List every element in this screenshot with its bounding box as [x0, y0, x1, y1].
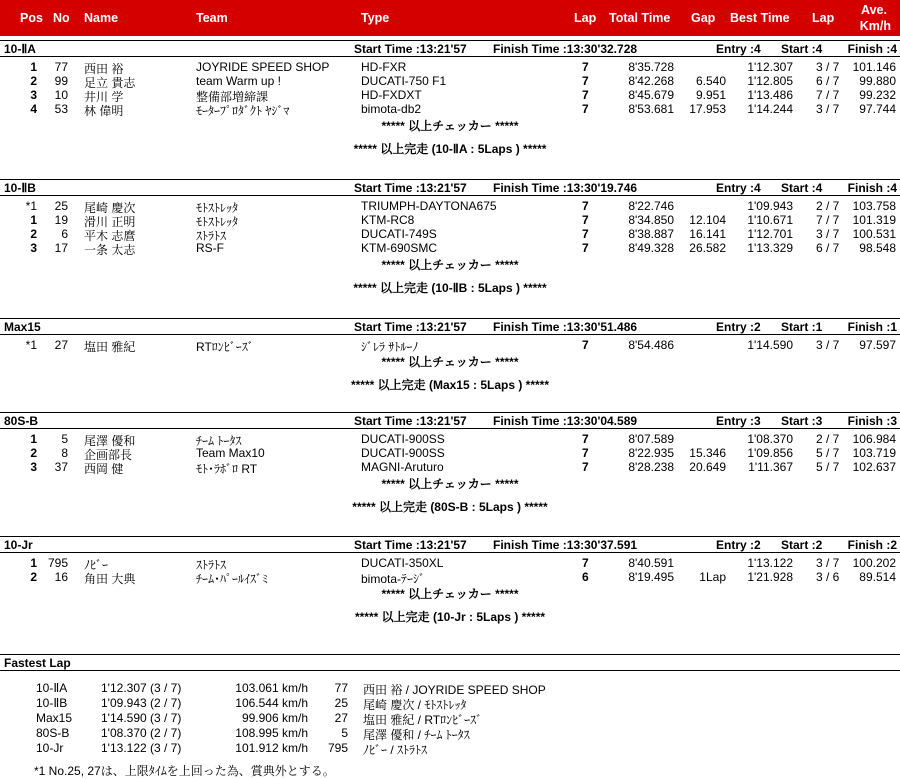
row-name: 塩田 雅紀	[84, 340, 136, 354]
header-no: No	[53, 11, 70, 25]
row-total-time: 8'19.495	[628, 570, 674, 584]
row-team: ﾁｰﾑ ﾄｰﾀｽ	[196, 434, 242, 448]
header-team: Team	[196, 11, 228, 25]
row-team: RTﾛﾝﾋﾞｰｽﾞ	[196, 340, 254, 354]
fastest-time: 1'12.307 (3 / 7)	[101, 681, 182, 695]
finish-time: Finish Time :13:30'32.728	[493, 42, 638, 56]
row-name: 尾澤 優和	[84, 434, 136, 448]
checker-message: ***** 以上チェッカー *****	[381, 587, 519, 601]
row-pos: 2	[30, 74, 37, 88]
class-header	[0, 179, 900, 196]
row-total-time: 8'34.850	[628, 213, 674, 227]
row-best-time: 1'12.701	[747, 227, 793, 241]
row-pos: 4	[30, 102, 37, 116]
row-best-lap: 7 / 7	[816, 88, 840, 102]
table-row	[0, 102, 900, 118]
fastest-class: 10-Jr	[36, 741, 64, 755]
class-header	[0, 40, 900, 57]
entry-count: Entry :2	[716, 320, 761, 334]
row-gap: 20.649	[689, 460, 726, 474]
row-best-lap: 5 / 7	[816, 460, 840, 474]
completion-message: ***** 以上完走 (10-ⅡA : 5Laps ) *****	[353, 142, 547, 156]
row-name: 足立 貴志	[84, 76, 136, 90]
row-gap: 17.953	[689, 102, 726, 116]
fastest-time: 1'14.590 (3 / 7)	[101, 711, 182, 725]
row-total-time: 8'22.935	[628, 446, 674, 460]
row-ave-speed: 100.531	[852, 227, 896, 241]
row-ave-speed: 106.984	[852, 432, 896, 446]
row-gap: 16.141	[689, 227, 726, 241]
fastest-lap-title-bar	[0, 654, 900, 671]
row-lap: 7	[582, 227, 589, 241]
table-row	[0, 213, 900, 229]
header-ave: Ave.	[861, 3, 887, 17]
row-gap: 1Lap	[699, 570, 726, 584]
row-lap: 7	[582, 241, 589, 255]
row-type: KTM-RC8	[361, 213, 415, 227]
completion-message: ***** 以上完走 (Max15 : 5Laps ) *****	[350, 378, 550, 392]
fastest-rider: 西田 裕 / JOYRIDE SPEED SHOP	[363, 683, 546, 697]
row-ave-speed: 98.548	[859, 241, 896, 255]
row-total-time: 8'49.328	[628, 241, 674, 255]
checker-message: ***** 以上チェッカー *****	[381, 477, 519, 491]
row-no: 16	[54, 570, 68, 584]
finish-count: Finish :2	[847, 538, 897, 552]
row-type: bimota-db2	[361, 102, 422, 116]
row-name: 平木 志麿	[84, 229, 136, 243]
start-time: Start Time :13:21'57	[354, 538, 467, 552]
fastest-lap-row	[0, 696, 900, 712]
row-type: DUCATI-750 F1	[361, 74, 447, 88]
row-no: 17	[54, 241, 68, 255]
fastest-speed: 106.544 km/h	[235, 696, 308, 710]
row-best-time: 1'08.370	[747, 432, 793, 446]
finish-count: Finish :4	[847, 42, 897, 56]
row-pos: 1	[30, 556, 37, 570]
completion-message: ***** 以上完走 (10-ⅡB : 5Laps ) *****	[353, 281, 547, 295]
row-type: bimota-ﾃｰｼﾞ	[361, 572, 426, 586]
row-best-time: 1'09.856	[747, 446, 793, 460]
header-lap: Lap	[574, 11, 597, 25]
header-best-time: Best Time	[730, 11, 790, 25]
row-best-time: 1'21.928	[747, 570, 793, 584]
fastest-lap-row	[0, 681, 900, 697]
row-lap: 7	[582, 60, 589, 74]
class-header	[0, 412, 900, 429]
row-name: 滑川 正明	[84, 215, 136, 229]
header-pos: Pos	[20, 11, 43, 25]
start-time: Start Time :13:21'57	[354, 181, 467, 195]
row-best-time: 1'13.486	[747, 88, 793, 102]
fastest-speed: 99.906 km/h	[241, 711, 308, 725]
finish-count: Finish :4	[847, 181, 897, 195]
start-count: Start :1	[781, 320, 823, 334]
row-lap: 7	[582, 446, 589, 460]
row-type: HD-FXDXT	[361, 88, 422, 102]
row-team: ｽﾄﾗﾄｽ	[196, 229, 227, 243]
row-best-time: 1'12.307	[747, 60, 793, 74]
row-ave-speed: 103.719	[852, 446, 896, 460]
row-team: Team Max10	[196, 446, 265, 460]
row-pos: *1	[25, 338, 37, 352]
row-lap: 7	[582, 338, 589, 352]
table-row	[0, 556, 900, 572]
row-pos: 2	[30, 227, 37, 241]
row-ave-speed: 97.597	[859, 338, 896, 352]
start-count: Start :3	[781, 414, 823, 428]
completion-message: ***** 以上完走 (10-Jr : 5Laps ) *****	[354, 610, 546, 624]
fastest-speed: 103.061 km/h	[235, 681, 308, 695]
row-type: ｼﾞﾚﾗ ｻﾄﾙｰﾉ	[361, 340, 419, 354]
row-total-time: 8'45.679	[628, 88, 674, 102]
row-best-lap: 3 / 7	[816, 60, 840, 74]
entry-count: Entry :4	[716, 181, 761, 195]
row-best-lap: 3 / 6	[816, 570, 840, 584]
row-total-time: 8'40.591	[628, 556, 674, 570]
row-team: ﾓﾄ･ﾗﾎﾞﾛ RT	[196, 462, 258, 476]
row-ave-speed: 100.202	[852, 556, 896, 570]
row-best-lap: 6 / 7	[816, 74, 840, 88]
row-lap: 7	[582, 556, 589, 570]
row-type: DUCATI-900SS	[361, 446, 445, 460]
row-ave-speed: 101.319	[852, 213, 896, 227]
fastest-no: 795	[327, 741, 348, 755]
row-pos: 1	[30, 213, 37, 227]
row-ave-speed: 103.758	[852, 199, 896, 213]
class-name: Max15	[4, 320, 41, 334]
header-kmh: Km/h	[859, 19, 891, 33]
entry-count: Entry :4	[716, 42, 761, 56]
row-type: KTM-690SMC	[361, 241, 438, 255]
table-row	[0, 570, 900, 586]
row-no: 19	[54, 213, 68, 227]
row-name: ﾉﾋﾞｰ	[84, 558, 109, 572]
class-header	[0, 318, 900, 335]
row-no: 6	[61, 227, 68, 241]
row-team: JOYRIDE SPEED SHOP	[196, 60, 330, 74]
row-no: 37	[54, 460, 68, 474]
row-best-time: 1'13.329	[747, 241, 793, 255]
results-header	[0, 0, 900, 36]
row-team: 整備部増締課	[196, 90, 269, 104]
row-type: HD-FXR	[361, 60, 407, 74]
row-total-time: 8'22.746	[628, 199, 674, 213]
class-name: 10-ⅡA	[4, 42, 36, 56]
row-team: ﾓﾄｽﾄﾚｯﾀ	[196, 201, 239, 215]
row-name: 尾崎 慶次	[84, 201, 136, 215]
table-row	[0, 88, 900, 104]
row-gap: 26.582	[689, 241, 726, 255]
row-total-time: 8'54.486	[628, 338, 674, 352]
row-lap: 7	[582, 199, 589, 213]
fastest-time: 1'09.943 (2 / 7)	[101, 696, 182, 710]
table-row	[0, 460, 900, 476]
row-ave-speed: 97.744	[859, 102, 896, 116]
row-best-lap: 3 / 7	[816, 227, 840, 241]
row-no: 795	[47, 556, 68, 570]
row-best-time: 1'14.244	[747, 102, 793, 116]
table-row	[0, 432, 900, 448]
row-best-lap: 7 / 7	[816, 213, 840, 227]
row-best-lap: 5 / 7	[816, 446, 840, 460]
class-name: 10-ⅡB	[4, 181, 36, 195]
row-gap: 15.346	[689, 446, 726, 460]
row-total-time: 8'42.268	[628, 74, 674, 88]
row-gap: 9.951	[695, 88, 726, 102]
table-row	[0, 446, 900, 462]
checker-message: ***** 以上チェッカー *****	[381, 119, 519, 133]
row-pos: 2	[30, 570, 37, 584]
start-count: Start :4	[781, 42, 823, 56]
row-no: 5	[61, 432, 68, 446]
start-time: Start Time :13:21'57	[354, 42, 467, 56]
row-no: 27	[54, 338, 68, 352]
row-name: 一条 太志	[84, 243, 136, 257]
row-best-time: 1'10.671	[747, 213, 793, 227]
row-name: 井川 学	[84, 90, 124, 104]
row-best-lap: 2 / 7	[816, 199, 840, 213]
row-name: 林 偉明	[84, 104, 124, 118]
row-lap: 6	[582, 570, 589, 584]
fastest-speed: 101.912 km/h	[235, 741, 308, 755]
start-count: Start :2	[781, 538, 823, 552]
row-no: 53	[54, 102, 68, 116]
header-best-lap: Lap	[812, 11, 835, 25]
footnote: *1 No.25, 27は、上限ﾀｲﾑを上回った為、賞典外とする。	[34, 764, 335, 778]
fastest-no: 25	[334, 696, 348, 710]
fastest-no: 5	[341, 726, 348, 740]
row-no: 25	[54, 199, 68, 213]
row-team: ﾓｰﾀｰﾌﾟﾛﾀﾞｸﾄ ﾔｼﾞﾏ	[196, 104, 290, 118]
row-best-lap: 3 / 7	[816, 338, 840, 352]
fastest-speed: 108.995 km/h	[235, 726, 308, 740]
row-type: DUCATI-350XL	[361, 556, 444, 570]
row-team: ﾁｰﾑ･ﾊﾟｰﾙｲｽﾞﾐ	[196, 572, 269, 586]
fastest-class: 80S-B	[36, 726, 70, 740]
row-best-time: 1'12.805	[747, 74, 793, 88]
row-name: 角田 大典	[84, 572, 136, 586]
row-ave-speed: 99.880	[859, 74, 896, 88]
row-ave-speed: 99.232	[859, 88, 896, 102]
row-lap: 7	[582, 74, 589, 88]
row-name: 西岡 健	[84, 462, 124, 476]
table-row	[0, 199, 900, 215]
finish-count: Finish :1	[847, 320, 897, 334]
row-type: DUCATI-900SS	[361, 432, 445, 446]
row-best-time: 1'09.943	[747, 199, 793, 213]
row-ave-speed: 102.637	[852, 460, 896, 474]
row-lap: 7	[582, 88, 589, 102]
fastest-lap-title: Fastest Lap	[4, 656, 71, 670]
row-total-time: 8'07.589	[628, 432, 674, 446]
row-type: TRIUMPH-DAYTONA675	[361, 199, 497, 213]
table-row	[0, 60, 900, 76]
class-header	[0, 536, 900, 553]
start-time: Start Time :13:21'57	[354, 320, 467, 334]
row-best-lap: 3 / 7	[816, 556, 840, 570]
start-time: Start Time :13:21'57	[354, 414, 467, 428]
header-name: Name	[84, 11, 119, 25]
finish-time: Finish Time :13:30'51.486	[493, 320, 638, 334]
row-pos: 3	[30, 460, 37, 474]
row-name: 企画部長	[84, 448, 133, 462]
fastest-class: Max15	[36, 711, 73, 725]
completion-message: ***** 以上完走 (80S-B : 5Laps ) *****	[352, 500, 548, 514]
row-total-time: 8'53.681	[628, 102, 674, 116]
fastest-rider: 尾澤 優和 / ﾁｰﾑ ﾄｰﾀｽ	[363, 728, 470, 742]
fastest-no: 27	[334, 711, 348, 725]
row-team: ｽﾄﾗﾄｽ	[196, 558, 227, 572]
row-lap: 7	[582, 102, 589, 116]
fastest-lap-row	[0, 726, 900, 742]
start-count: Start :4	[781, 181, 823, 195]
row-ave-speed: 101.146	[852, 60, 896, 74]
finish-time: Finish Time :13:30'37.591	[493, 538, 638, 552]
fastest-time: 1'08.370 (2 / 7)	[101, 726, 182, 740]
row-best-time: 1'14.590	[747, 338, 793, 352]
finish-time: Finish Time :13:30'19.746	[493, 181, 638, 195]
class-name: 10-Jr	[4, 538, 33, 552]
row-team: RS-F	[196, 241, 224, 255]
row-lap: 7	[582, 213, 589, 227]
row-no: 77	[54, 60, 68, 74]
header-total-time: Total Time	[609, 11, 671, 25]
row-best-time: 1'11.367	[748, 460, 793, 474]
class-name: 80S-B	[4, 414, 39, 428]
entry-count: Entry :3	[716, 414, 761, 428]
row-name: 西田 裕	[84, 62, 124, 76]
row-total-time: 8'38.887	[628, 227, 674, 241]
row-type: DUCATI-749S	[361, 227, 437, 241]
row-pos: 1	[30, 60, 37, 74]
checker-message: ***** 以上チェッカー *****	[381, 355, 519, 369]
checker-message: ***** 以上チェッカー *****	[381, 258, 519, 272]
row-gap: 12.104	[689, 213, 726, 227]
row-lap: 7	[582, 432, 589, 446]
row-type: MAGNI-Aruturo	[361, 460, 444, 474]
row-team: ﾓﾄｽﾄﾚｯﾀ	[196, 215, 239, 229]
row-pos: 3	[30, 241, 37, 255]
row-team: team Warm up !	[196, 74, 281, 88]
fastest-time: 1'13.122 (3 / 7)	[101, 741, 182, 755]
row-total-time: 8'35.728	[628, 60, 674, 74]
finish-time: Finish Time :13:30'04.589	[493, 414, 638, 428]
table-row	[0, 227, 900, 243]
fastest-no: 77	[334, 681, 348, 695]
fastest-rider: 塩田 雅紀 / RTﾛﾝﾋﾞｰｽﾞ	[363, 713, 483, 727]
row-no: 8	[61, 446, 68, 460]
row-gap: 6.540	[695, 74, 726, 88]
row-no: 99	[54, 74, 68, 88]
fastest-rider: ﾉﾋﾞｰ / ｽﾄﾗﾄｽ	[363, 743, 428, 757]
finish-count: Finish :3	[847, 414, 897, 428]
fastest-lap-row	[0, 711, 900, 727]
row-total-time: 8'28.238	[628, 460, 674, 474]
row-best-time: 1'13.122	[747, 556, 793, 570]
row-pos: *1	[25, 199, 37, 213]
header-type: Type	[361, 11, 390, 25]
header-gap: Gap	[691, 11, 716, 25]
row-best-lap: 6 / 7	[816, 241, 840, 255]
table-row	[0, 74, 900, 90]
row-pos: 2	[30, 446, 37, 460]
entry-count: Entry :2	[716, 538, 761, 552]
table-row	[0, 241, 900, 257]
row-lap: 7	[582, 460, 589, 474]
row-pos: 3	[30, 88, 37, 102]
fastest-class: 10-ⅡA	[36, 681, 68, 695]
fastest-class: 10-ⅡB	[36, 696, 68, 710]
row-best-lap: 2 / 7	[816, 432, 840, 446]
row-best-lap: 3 / 7	[816, 102, 840, 116]
fastest-lap-row	[0, 741, 900, 757]
row-no: 10	[54, 88, 68, 102]
row-pos: 1	[30, 432, 37, 446]
fastest-rider: 尾崎 慶次 / ﾓﾄｽﾄﾚｯﾀ	[363, 698, 467, 712]
row-ave-speed: 89.514	[859, 570, 896, 584]
table-row	[0, 338, 900, 354]
